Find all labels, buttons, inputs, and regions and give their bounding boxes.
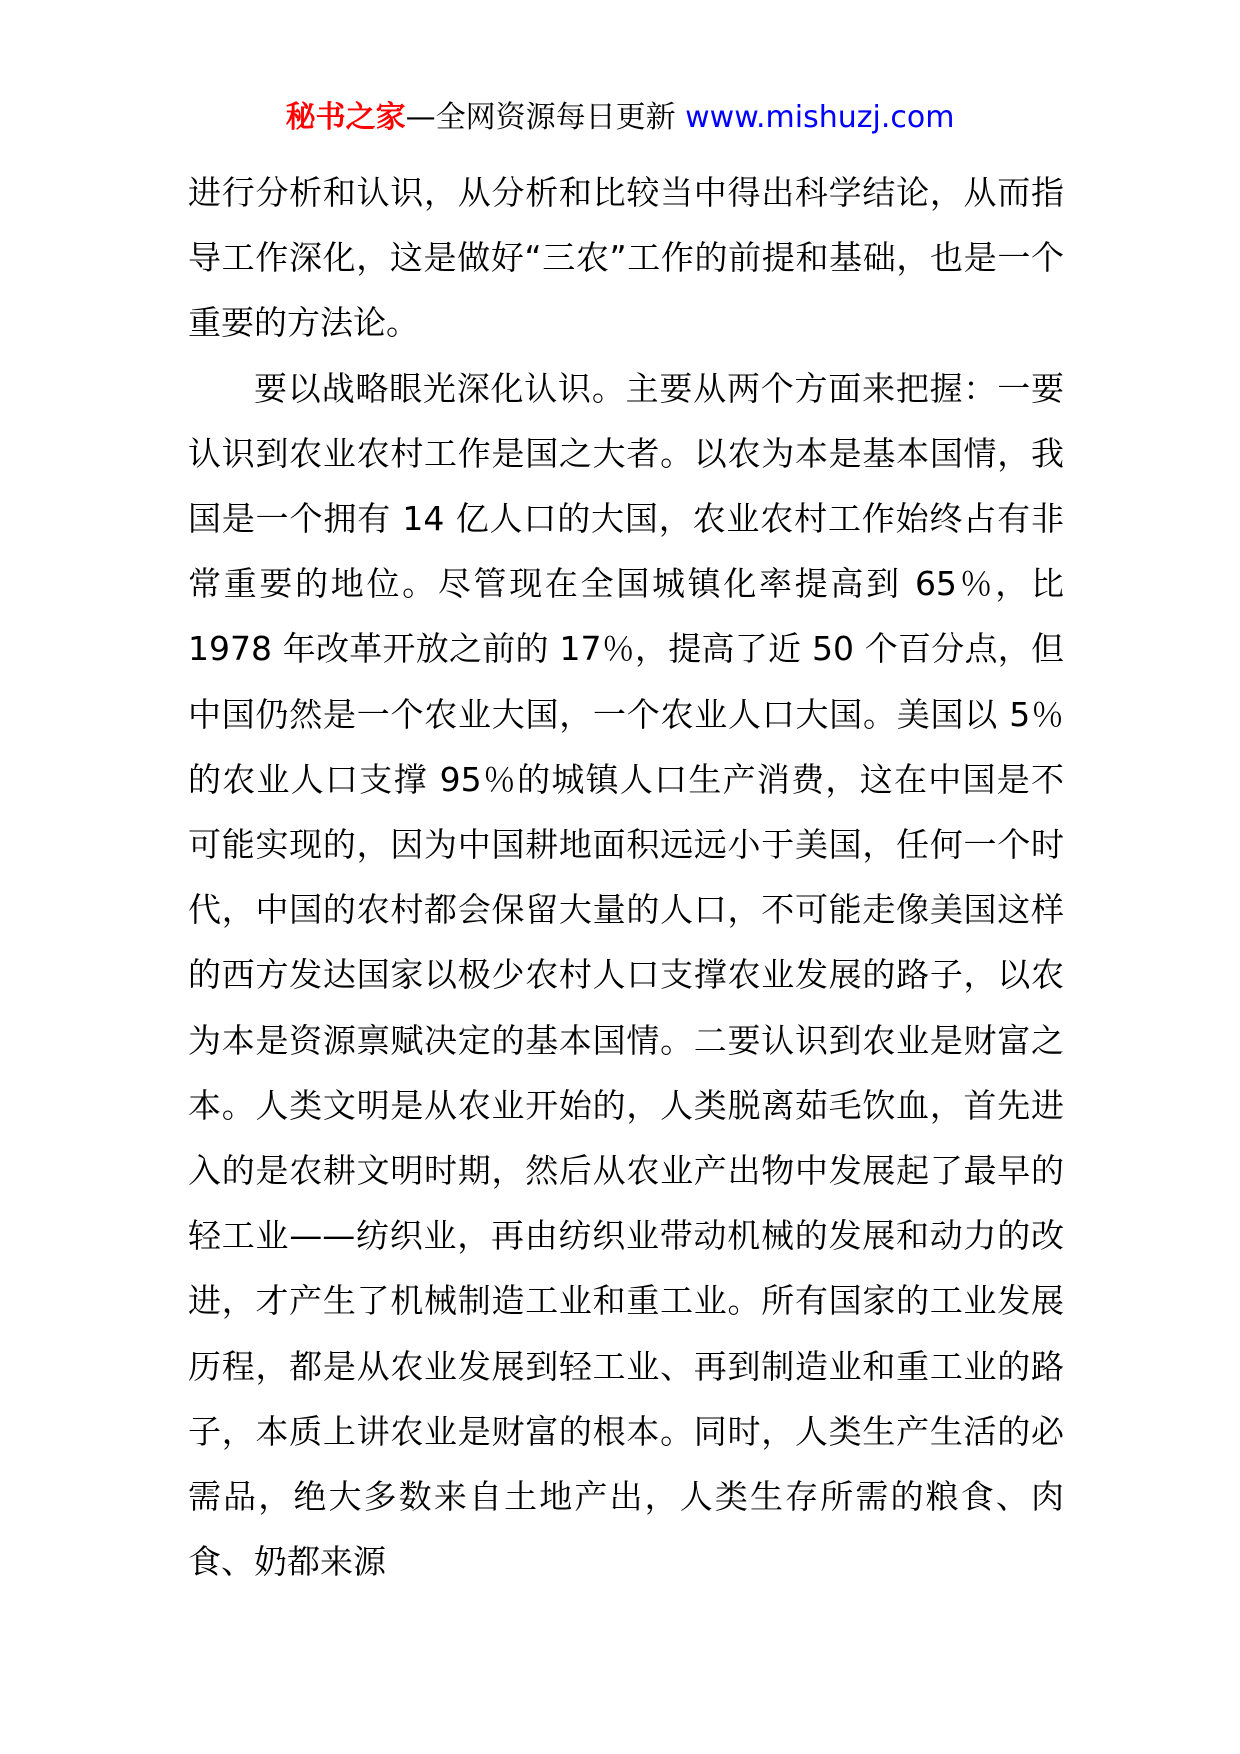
site-slogan: —全网资源每日更新: [405, 100, 676, 135]
site-brand: 秘书之家: [285, 100, 406, 135]
site-url-link[interactable]: www.mishuzj.com: [685, 100, 955, 135]
page-header: [0, 98, 1240, 138]
paragraph-continuation: 进行分析和认识，从分析和比较当中得出科学结论，从而指导工作深化，这是做好“三农”工作的前提和基础，也是一个重要的方法论。: [188, 173, 1064, 343]
paragraph-strategic-view: 要以战略眼光深化认识。主要从两个方面来把握：一要认识到农业农村工作是国之大者。以农为本是基本国情，我国是一个拥有 14 亿人口的大国，农业农村工作始终占有非常重要的地位。尽管现在全国城镇化率提高到 65％，比 1978 年改革开放之前的 17％，提高了近 50 个百分点，但中国仍然是一个农业大国，一个农业人口大国。美国以 5％的农业人口支撑 95％的城镇人口生产消费，这在中国是不可能实现的，因为中国耕地面积远远小于美国，任何一个时代，中国的农村都会保留大量的人口，不可能走像美国这样的西方发达国家以极少农村人口支撑农业发展的路子，以农为本是资源禀赋决定的基本国情。二要认识到农业是财富之本。人类文明是从农业开始的，人类脱离茹毛饮血，首先进入的是农耕文明时期，然后从农业产出物中发展起了最早的轻工业——纺织业，再由纺织业带动机械的发展和动力的改进，才产生了机械制造工业和重工业。所有国家的工业发展历程，都是从农业发展到轻工业、再到制造业和重工业的路子，本质上讲农业是财富的根本。同时，人类生产生活的必需品，绝大多数来自土地产出，人类生存所需的粮食、肉食、奶都来源: [188, 368, 1064, 1582]
document-body: [188, 160, 1064, 1594]
